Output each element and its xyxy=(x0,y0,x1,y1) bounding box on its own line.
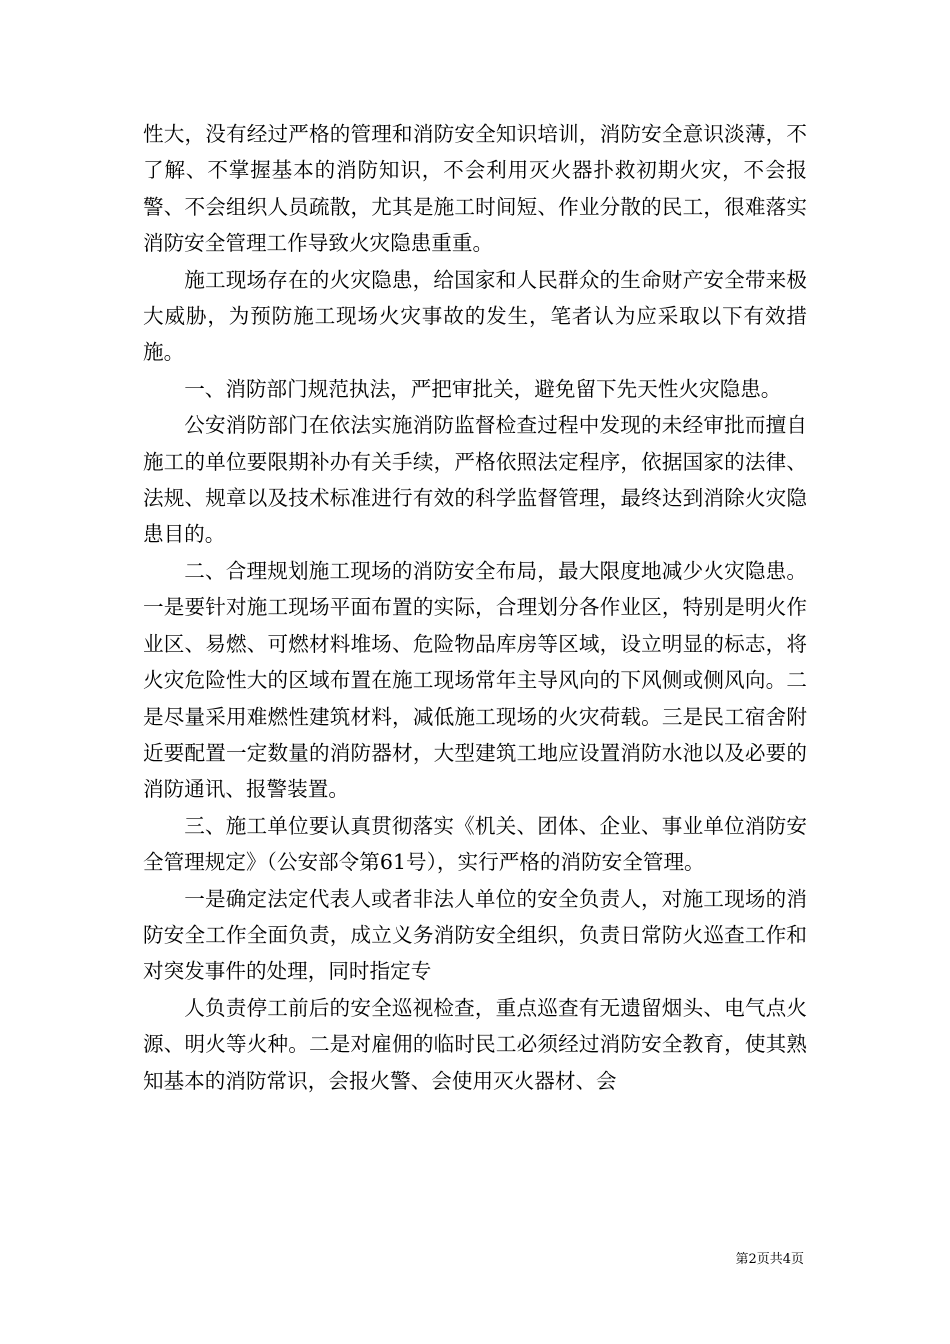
paragraph-inspection: 人负责停工前后的安全巡视检查，重点巡查有无遗留烟头、电气点火源、明火等火种。二是对雇佣的临时民工必须经过消防安全教育，使其熟知基本的消防常识，会报火警、会使用灭火器材、会 xyxy=(143,995,807,1093)
paragraph-heading-one: 一、消防部门规范执法，严把审批关，避免留下先天性火灾隐患。 xyxy=(184,376,782,401)
paragraph-heading-two: 二、合理规划施工现场的消防安全布局，最大限度地减少火灾隐患。一是要针对施工现场平面布置的实际，合理划分各作业区，特别是明火作业区、易燃、可燃材料堆场、危险物品库房等区域，设立明显的标志，将火灾危险性大的区域布置在施工现场常年主导风向的下风侧或侧风向。二是尽量采用难燃性建筑材料，减低施工现场的火灾荷载。三是民工宿舍附近要配置一定数量的消防器材，大型建筑工地应设置消防水池以及必要的消防通讯、报警装置。 xyxy=(143,558,807,802)
document-body xyxy=(143,116,807,1099)
paragraph-heading-three: 三、施工单位要认真贯彻落实《机关、团体、企业、事业单位消防安全管理规定》（公安部令第61号），实行严格的消防安全管理。 xyxy=(143,813,807,875)
paragraph-fire-hazards: 施工现场存在的火灾隐患，给国家和人民群众的生命财产安全带来极大威胁，为预防施工现场火灾事故的发生，笔者认为应采取以下有效措施。 xyxy=(143,267,807,365)
paragraph-responsibility: 一是确定法定代表人或者非法人单位的安全负责人，对施工现场的消防安全工作全面负责，成立义务消防安全组织，负责日常防火巡查工作和对突发事件的处理，同时指定专 xyxy=(143,886,807,984)
paragraph-supervision: 公安消防部门在依法实施消防监督检查过程中发现的未经审批而擅自施工的单位要限期补办有关手续，严格依照法定程序，依据国家的法律、法规、规章以及技术标准进行有效的科学监督管理，最终达到消除火灾隐患目的。 xyxy=(143,413,807,547)
page-number-footer: 第2页共4页 xyxy=(735,1252,804,1267)
paragraph-continuation: 性大，没有经过严格的管理和消防安全知识培训，消防安全意识淡薄，不了解、不掌握基本的消防知识，不会利用灭火器扑救初期火灾，不会报警、不会组织人员疏散，尤其是施工时间短、作业分散的民工，很难落实消防安全管理工作导致火灾隐患重重。 xyxy=(143,122,807,256)
